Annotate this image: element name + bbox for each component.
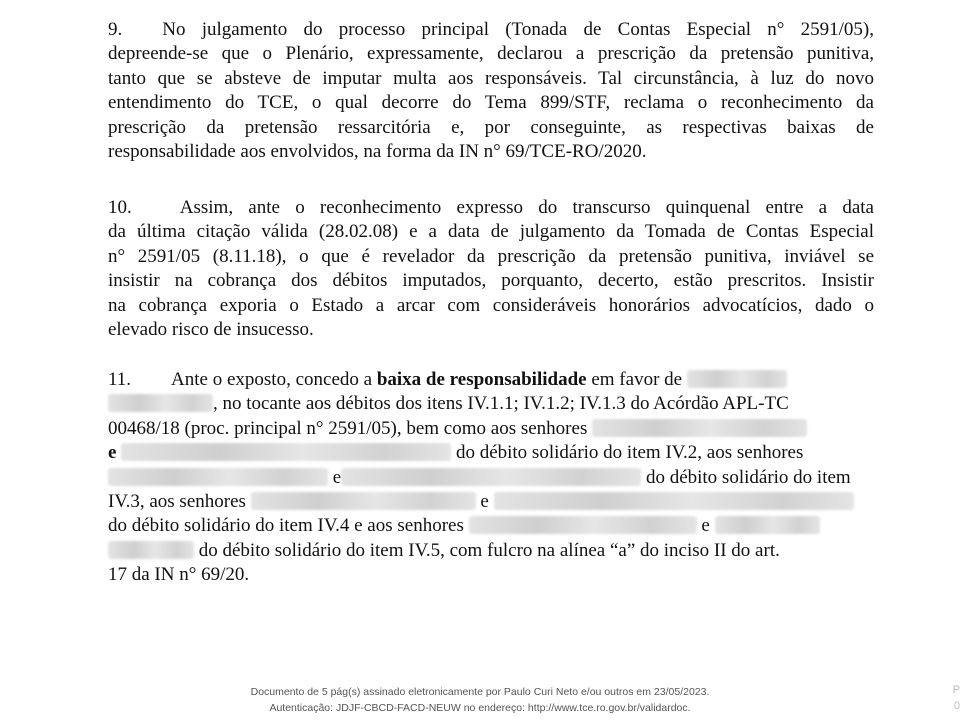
bold-term: baixa de responsabilidade — [376, 369, 587, 390]
paragraph-line: e do débito solidário do item IV.2, aos senhores — [108, 442, 804, 464]
paragraph-line: 11. Ante o exposto, concedo a baixa de responsabilidade em favor de — [108, 368, 874, 392]
redacted-name — [341, 468, 641, 486]
redacted-name — [592, 419, 807, 437]
redacted-name — [251, 492, 476, 510]
paragraph-line: 17 da IN n° 69/20. — [108, 564, 250, 586]
redacted-name — [469, 516, 697, 534]
paragraph-line: 00468/18 (proc. principal n° 2591/05), bem como aos senhores — [108, 417, 874, 441]
paragraph-line: n° 2591/05 (8.11.18), o que é revelador da prescrição da pretensão punitiva, inviável se — [108, 245, 874, 267]
redacted-name — [108, 468, 328, 486]
redacted-name — [687, 370, 787, 388]
paragraph-line: prescrição da pretensão ressarcitória e, por conseguinte, as respectivas baixas de — [108, 116, 874, 138]
paragraph-line: entendimento do TCE, o qual decorre do Tema 899/STF, reclama o reconhecimento da — [108, 92, 874, 114]
paragraph-number: 11. — [108, 369, 132, 390]
paragraph-line: na cobrança exporia o Estado a arcar com consideráveis honorários advocatícios, dado o — [108, 294, 874, 316]
paragraph-line: do débito solidário do item IV.5, com fulcro na alínea “a” do inciso II do art. — [108, 539, 874, 563]
signature-footer: Documento de 5 pág(s) assinado eletronicamente por Paulo Curi Neto e/ou outros em 23/05/2023. — [250, 686, 710, 698]
paragraph-number: 10. — [108, 197, 132, 218]
paragraph-line: e do débito solidário do item — [108, 466, 874, 490]
paragraph-line: do débito solidário do item IV.4 e aos senhores e — [108, 514, 874, 538]
paragraph-line: IV.3, aos senhores e — [108, 490, 874, 514]
paragraph-line: 10. Assim, ante o reconhecimento expresso do transcurso quinquenal entre a data — [108, 196, 874, 220]
paragraph-line: da última citação válida (28.02.08) e a data de julgamento da Tomada de Contas Especial — [108, 221, 874, 243]
corner-mark: 0 — [953, 700, 960, 712]
paragraph-11 — [108, 368, 874, 588]
paragraph-line: responsabilidade aos envolvidos, na forma da IN n° 69/TCE-RO/2020. — [108, 140, 647, 162]
paragraph-line: , no tocante aos débitos dos itens IV.1.1; IV.1.2; IV.1.3 do Acórdão APL-TC — [108, 392, 874, 416]
paragraph-9 — [108, 18, 874, 164]
paragraph-line: 9. No julgamento do processo principal (Tonada de Contas Especial n° 2591/05), — [108, 18, 874, 42]
paragraph-10 — [108, 196, 874, 342]
redacted-name — [715, 516, 820, 534]
paragraph-line: insistir na cobrança dos débitos imputados, porquanto, decerto, estão prescritos. Insistir — [108, 270, 874, 292]
redacted-name — [108, 394, 213, 412]
paragraph-number: 9. — [108, 19, 123, 40]
redacted-name — [121, 443, 451, 461]
paragraph-line: tanto que se absteve de imputar multa aos responsáveis. Tal circunstância, à luz do novo — [108, 67, 874, 89]
authentication-footer: Autenticação: JDJF-CBCD-FACD-NEUW no endereço: http://www.tce.ro.gov.br/validardoc. — [269, 702, 691, 714]
paragraph-line: elevado risco de insucesso. — [108, 318, 314, 340]
redacted-name — [108, 541, 194, 559]
redacted-name — [494, 492, 854, 510]
paragraph-line: depreende-se que o Plenário, expressamente, declarou a prescrição da pretensão punitiva, — [108, 43, 874, 65]
corner-mark: P — [952, 684, 960, 696]
